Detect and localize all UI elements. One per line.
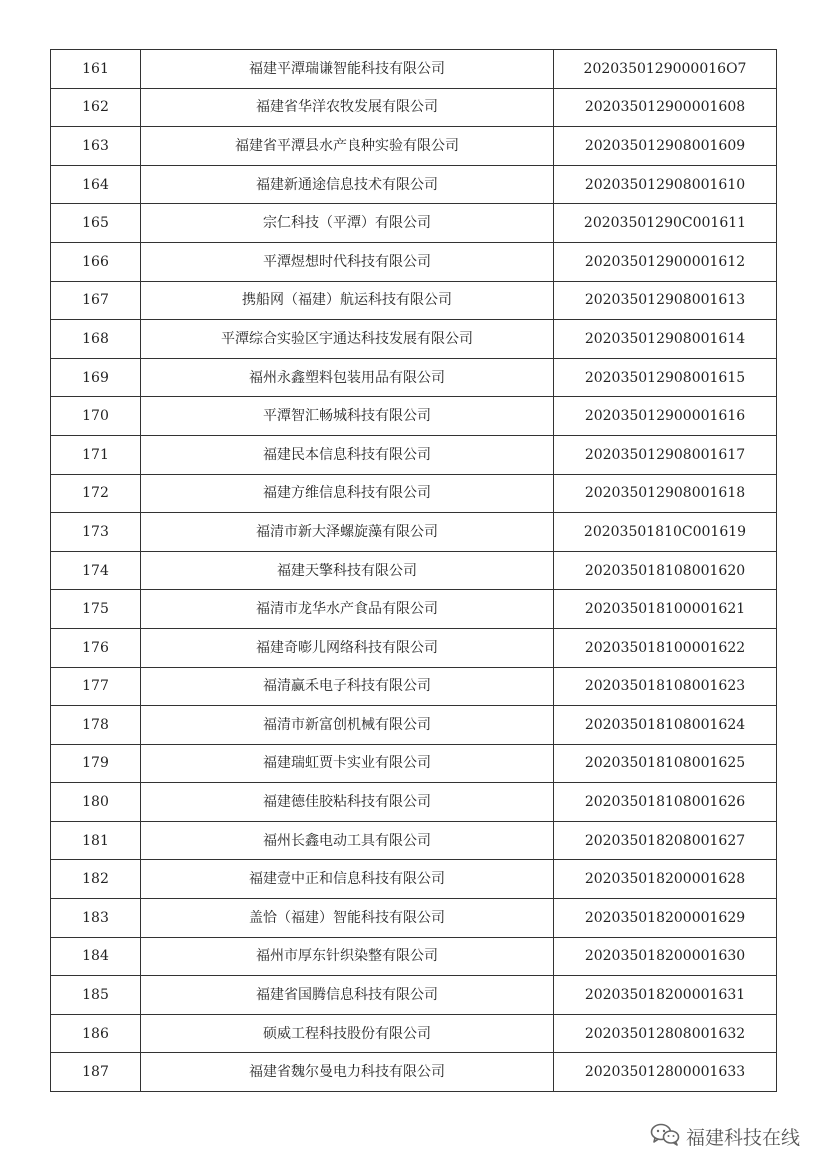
company-name: 福清市龙华水产食品有限公司 bbox=[141, 590, 554, 629]
row-number: 161 bbox=[51, 50, 141, 89]
company-name: 平潭综合实验区宇通达科技发展有限公司 bbox=[141, 320, 554, 359]
company-name: 盖恰（福建）智能科技有限公司 bbox=[141, 899, 554, 938]
company-name: 福建瑞虹贾卡实业有限公司 bbox=[141, 744, 554, 783]
row-number: 175 bbox=[51, 590, 141, 629]
company-name: 平潭智汇畅城科技有限公司 bbox=[141, 397, 554, 436]
company-name: 福州市厚东针织染整有限公司 bbox=[141, 937, 554, 976]
watermark-text: 福建科技在线 bbox=[685, 1127, 800, 1149]
registration-code: 202035012908001609 bbox=[554, 127, 777, 166]
row-number: 170 bbox=[51, 397, 141, 436]
company-name: 福建省国腾信息科技有限公司 bbox=[141, 976, 554, 1015]
table-row bbox=[51, 127, 777, 166]
row-number: 184 bbox=[51, 937, 141, 976]
company-name: 硕威工程科技股份有限公司 bbox=[141, 1014, 554, 1053]
company-name: 福清市新大泽螺旋藻有限公司 bbox=[141, 513, 554, 552]
company-name: 福建新通途信息技术有限公司 bbox=[141, 165, 554, 204]
registration-code: 2020350129000016O7 bbox=[554, 50, 777, 89]
table-row bbox=[51, 551, 777, 590]
table-row bbox=[51, 744, 777, 783]
table-row bbox=[51, 821, 777, 860]
row-number: 186 bbox=[51, 1014, 141, 1053]
company-name: 福建省平潭县水产良种实验有限公司 bbox=[141, 127, 554, 166]
company-name: 福清市新富创机械有限公司 bbox=[141, 706, 554, 745]
table-row bbox=[51, 667, 777, 706]
table-row bbox=[51, 706, 777, 745]
table-row bbox=[51, 899, 777, 938]
row-number: 167 bbox=[51, 281, 141, 320]
row-number: 181 bbox=[51, 821, 141, 860]
table-row bbox=[51, 628, 777, 667]
table-row bbox=[51, 165, 777, 204]
row-number: 168 bbox=[51, 320, 141, 359]
table-row bbox=[51, 783, 777, 822]
row-number: 187 bbox=[51, 1053, 141, 1092]
table-row bbox=[51, 860, 777, 899]
registration-code: 202035018100001622 bbox=[554, 628, 777, 667]
row-number: 179 bbox=[51, 744, 141, 783]
table-row bbox=[51, 358, 777, 397]
table-row bbox=[51, 281, 777, 320]
row-number: 174 bbox=[51, 551, 141, 590]
table-body bbox=[51, 50, 777, 1092]
company-name: 福清赢禾电子科技有限公司 bbox=[141, 667, 554, 706]
row-number: 182 bbox=[51, 860, 141, 899]
row-number: 176 bbox=[51, 628, 141, 667]
row-number: 169 bbox=[51, 358, 141, 397]
registration-code: 202035018200001629 bbox=[554, 899, 777, 938]
registration-code: 202035018108001624 bbox=[554, 706, 777, 745]
row-number: 178 bbox=[51, 706, 141, 745]
company-name: 福建省魏尔曼电力科技有限公司 bbox=[141, 1053, 554, 1092]
row-number: 165 bbox=[51, 204, 141, 243]
table-row bbox=[51, 1053, 777, 1092]
registration-code: 202035012900001616 bbox=[554, 397, 777, 436]
registration-code: 202035012908001614 bbox=[554, 320, 777, 359]
registration-code: 202035012900001612 bbox=[554, 242, 777, 281]
table-row bbox=[51, 397, 777, 436]
company-name: 福建壹中正和信息科技有限公司 bbox=[141, 860, 554, 899]
registration-code: 202035018100001621 bbox=[554, 590, 777, 629]
company-name: 福建民本信息科技有限公司 bbox=[141, 435, 554, 474]
registration-code: 202035018200001631 bbox=[554, 976, 777, 1015]
registration-code: 202035012900001608 bbox=[554, 88, 777, 127]
row-number: 183 bbox=[51, 899, 141, 938]
registration-code: 202035018208001627 bbox=[554, 821, 777, 860]
registration-code: 202035012808001632 bbox=[554, 1014, 777, 1053]
registration-code: 20203501810C001619 bbox=[554, 513, 777, 552]
company-name: 福建省华洋农牧发展有限公司 bbox=[141, 88, 554, 127]
table-row bbox=[51, 435, 777, 474]
company-name: 福建德佳胶粘科技有限公司 bbox=[141, 783, 554, 822]
company-name: 福建平潭瑞谦智能科技有限公司 bbox=[141, 50, 554, 89]
registration-code: 202035018108001620 bbox=[554, 551, 777, 590]
company-table bbox=[50, 49, 777, 1092]
row-number: 172 bbox=[51, 474, 141, 513]
company-name: 宗仁科技（平潭）有限公司 bbox=[141, 204, 554, 243]
registration-code: 202035012908001615 bbox=[554, 358, 777, 397]
registration-code: 202035018108001626 bbox=[554, 783, 777, 822]
registration-code: 202035018200001630 bbox=[554, 937, 777, 976]
row-number: 180 bbox=[51, 783, 141, 822]
table-row bbox=[51, 88, 777, 127]
registration-code: 202035012908001618 bbox=[554, 474, 777, 513]
registration-code: 202035018108001625 bbox=[554, 744, 777, 783]
table-row bbox=[51, 50, 777, 89]
row-number: 177 bbox=[51, 667, 141, 706]
company-name: 福建奇嘭儿网络科技有限公司 bbox=[141, 628, 554, 667]
company-name: 携船网（福建）航运科技有限公司 bbox=[141, 281, 554, 320]
table-row bbox=[51, 474, 777, 513]
registration-code: 202035012800001633 bbox=[554, 1053, 777, 1092]
table-row bbox=[51, 976, 777, 1015]
company-name: 福州长鑫电动工具有限公司 bbox=[141, 821, 554, 860]
row-number: 162 bbox=[51, 88, 141, 127]
registration-code: 202035012908001617 bbox=[554, 435, 777, 474]
table-row bbox=[51, 1014, 777, 1053]
watermark bbox=[650, 1122, 800, 1151]
row-number: 185 bbox=[51, 976, 141, 1015]
company-name: 福建天擎科技有限公司 bbox=[141, 551, 554, 590]
registration-code: 202035018108001623 bbox=[554, 667, 777, 706]
table-row bbox=[51, 242, 777, 281]
table-row bbox=[51, 590, 777, 629]
registration-code: 202035012908001610 bbox=[554, 165, 777, 204]
wechat-icon bbox=[650, 1122, 680, 1151]
row-number: 171 bbox=[51, 435, 141, 474]
row-number: 163 bbox=[51, 127, 141, 166]
registration-code: 20203501290C001611 bbox=[554, 204, 777, 243]
table-row bbox=[51, 937, 777, 976]
row-number: 173 bbox=[51, 513, 141, 552]
company-name: 福建方维信息科技有限公司 bbox=[141, 474, 554, 513]
company-name: 平潭煜想时代科技有限公司 bbox=[141, 242, 554, 281]
row-number: 166 bbox=[51, 242, 141, 281]
row-number: 164 bbox=[51, 165, 141, 204]
registration-code: 202035012908001613 bbox=[554, 281, 777, 320]
table-row bbox=[51, 204, 777, 243]
registration-code: 202035018200001628 bbox=[554, 860, 777, 899]
company-name: 福州永鑫塑料包装用品有限公司 bbox=[141, 358, 554, 397]
table-row bbox=[51, 320, 777, 359]
table-row bbox=[51, 513, 777, 552]
